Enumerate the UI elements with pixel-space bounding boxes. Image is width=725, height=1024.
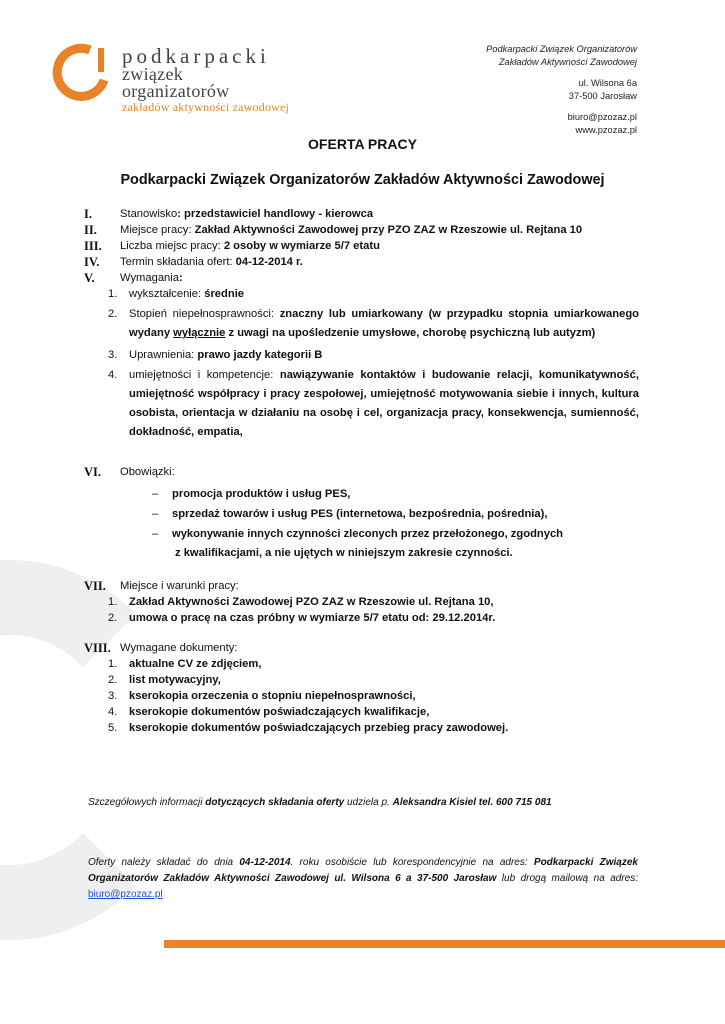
footer-accent-bar — [164, 940, 725, 948]
contact-website: www.pzozaz.pl — [575, 125, 637, 135]
contact-street: ul. Wilsona 6a — [578, 78, 637, 88]
section-label: Miejsce i warunki pracy: — [120, 580, 239, 592]
logo-line3: zakładów aktywności zawodowej — [122, 100, 290, 114]
section-documents — [84, 640, 639, 656]
section-label: Miejsce pracy: — [120, 224, 195, 236]
requirement-item: 1. wykształcenie: średnie — [108, 288, 245, 300]
document-item: 2. list motywacyjny, — [108, 674, 221, 686]
section-label: Stanowisko — [120, 208, 178, 220]
section-numeral: V. — [84, 271, 95, 285]
section-value: 04-12-2014 r. — [235, 256, 303, 268]
section-conditions — [84, 578, 639, 594]
logo-line2: związek organizatorów — [122, 64, 230, 101]
section-numeral: II. — [84, 223, 97, 237]
submission-note: Oferty należy składać do dnia 04-12-2014. roku osobiście lub korespondencyjnie na adres: Podkarpacki Związek Organizatorów Zakładów Aktywności Zawodowej ul. Wilsona 6 a 37-500 Jarosław lub drogą mailową na adres: biuro@pzozaz.pl — [88, 857, 638, 900]
email-link[interactable]: biuro@pzozaz.pl — [88, 889, 163, 900]
offer-body — [84, 206, 639, 736]
condition-item: 2. umowa o pracę na czas próbny w wymiarze 5/7 etatu od: 29.12.2014r. — [108, 612, 496, 624]
contact-block — [486, 43, 637, 137]
section-label: Liczba miejsc pracy: — [120, 240, 224, 252]
section-label: Obowiązki: — [120, 466, 175, 478]
section-workplace — [84, 222, 639, 238]
contact-org-line2: Zakładów Aktywności Zawodowej — [498, 57, 637, 67]
logo-ring-icon — [52, 42, 114, 104]
section-requirements: V. Wymagania: — [84, 271, 183, 285]
section-numeral: VIII. — [84, 641, 111, 655]
section-label: Wymagania — [120, 272, 179, 284]
document-item: 1. aktualne CV ze zdjęciem, — [108, 658, 262, 670]
section-label: Termin składania ofert: — [120, 256, 236, 268]
contact-person-note: Szczegółowych informacji dotyczących składania oferty udziela p. Aleksandra Kisiel tel. 600 715 081 — [88, 797, 552, 808]
document-item: 3. kserokopia orzeczenia o stopniu niepełnosprawności, — [108, 690, 416, 702]
section-value: : przedstawiciel handlowy - kierowca — [177, 208, 374, 220]
section-numeral: I. — [84, 207, 92, 221]
organization-logo — [52, 42, 292, 114]
duty-item: – promocja produktów i usług PES, — [152, 488, 351, 500]
duty-item-continuation: z kwalifikacjami, a nie ujętych w niniejszym zakresie czynności. — [175, 547, 513, 559]
section-deadline — [84, 254, 639, 270]
requirement-item: 3. Uprawnienia: prawo jazdy kategorii B — [108, 349, 323, 361]
page-title: OFERTA PRACY — [308, 136, 417, 152]
document-item: 4. kserokopie dokumentów poświadczających kwalifikacje, — [108, 706, 430, 718]
section-numeral: III. — [84, 239, 102, 253]
document-item: 5. kserokopie dokumentów poświadczających przebieg pracy zawodowej. — [108, 722, 509, 734]
logo-line1: podkarpacki — [122, 44, 270, 68]
requirement-item: 2. Stopień niepełnosprawności: znaczny lub umiarkowany (w przypadku stopnia umiarkowanego wydany wyłącznie z uwagi na upośledzenie umysłowe, chorobę psychiczną lub autyzm) — [108, 308, 639, 339]
condition-item: 1. Zakład Aktywności Zawodowej PZO ZAZ w Rzeszowie ul. Rejtana 10, — [108, 596, 494, 608]
section-numeral: IV. — [84, 255, 100, 269]
section-label: Wymagane dokumenty: — [120, 642, 238, 654]
section-vacancies — [84, 238, 639, 254]
contact-city: 37-500 Jarosław — [568, 91, 637, 101]
page-subtitle: Podkarpacki Związek Organizatorów Zakładów Aktywności Zawodowej — [120, 172, 605, 188]
requirement-item: 4. umiejętności i kompetencje: nawiązywanie kontaktów i budowanie relacji, komunikatywność, umiejętność współpracy i pracy zespołowej, umiejętność motywowania siebie i innych, kultura osobista, orientacja w działaniu na osobę i cel, organizacja pracy, konsekwencja, sumienność, dokładność, empatia, — [108, 369, 639, 438]
section-position — [84, 206, 639, 222]
section-numeral: VII. — [84, 579, 106, 593]
contact-email: biuro@pzozaz.pl — [567, 112, 637, 122]
section-value: Zakład Aktywności Zawodowej przy PZO ZAZ w Rzeszowie ul. Rejtana 10 — [194, 224, 583, 236]
section-numeral: VI. — [84, 465, 102, 479]
section-duties — [84, 464, 639, 480]
duty-item: – sprzedaż towarów i usług PES (internetowa, bezpośrednia, pośrednia), — [152, 508, 548, 520]
duty-item: – wykonywanie innych czynności zleconych przez przełożonego, zgodnych — [152, 528, 564, 540]
contact-org-line1: Podkarpacki Związek Organizatorów — [486, 44, 637, 54]
section-value: 2 osoby w wymiarze 5/7 etatu — [223, 240, 380, 252]
